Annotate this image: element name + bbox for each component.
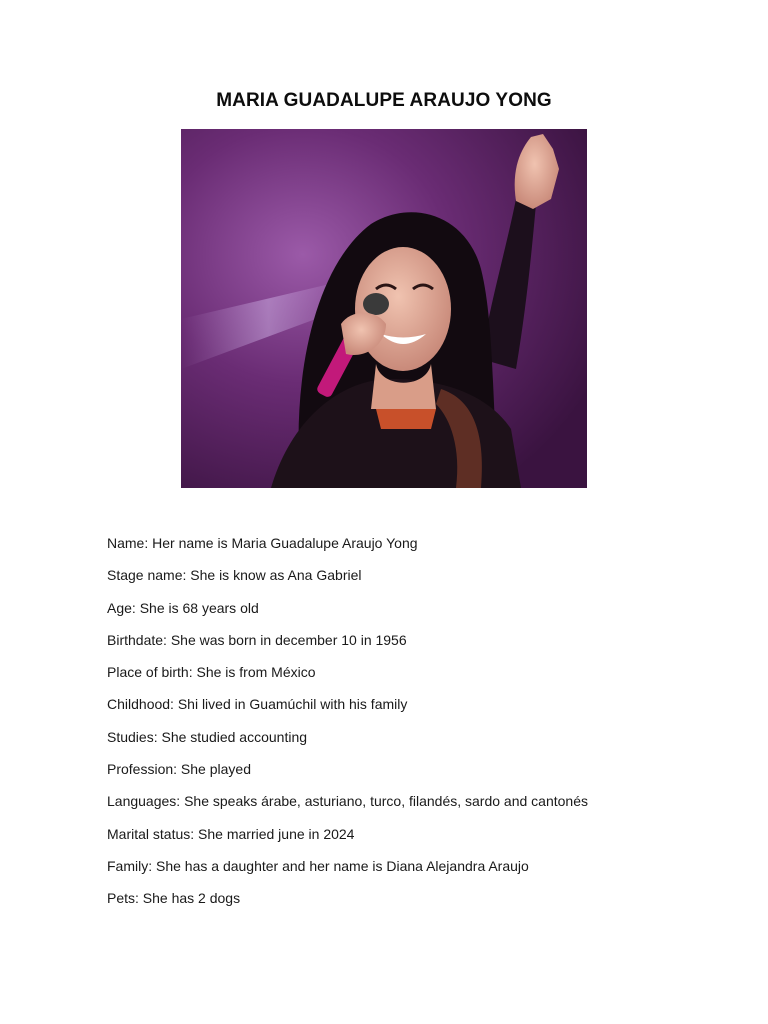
fact-languages: Languages: She speaks árabe, asturiano, turco, filandés, sardo and cantonés — [107, 793, 588, 810]
fact-profession: Profession: She played — [107, 761, 251, 778]
facts-list — [107, 535, 727, 923]
singer-photo — [181, 129, 587, 488]
fact-family: Family: She has a daughter and her name is Diana Alejandra Araujo — [107, 857, 529, 874]
fact-pets: Pets: She has 2 dogs — [107, 890, 241, 907]
fact-marital-status: Marital status: She married june in 2024 — [107, 825, 355, 842]
fact-studies: Studies: She studied accounting — [107, 728, 308, 745]
fact-stage-name: Stage name: She is know as Ana Gabriel — [107, 567, 362, 584]
fact-birthdate: Birthdate: She was born in december 10 in 1956 — [107, 631, 407, 648]
fact-place-of-birth: Place of birth: She is from México — [107, 664, 316, 681]
fact-childhood: Childhood: Shi lived in Guamúchil with his family — [107, 696, 408, 713]
fact-age: Age: She is 68 years old — [107, 599, 259, 616]
page-title: MARIA GUADALUPE ARAUJO YONG — [216, 90, 552, 111]
fact-name: Name: Her name is Maria Guadalupe Araujo Yong — [107, 535, 418, 551]
